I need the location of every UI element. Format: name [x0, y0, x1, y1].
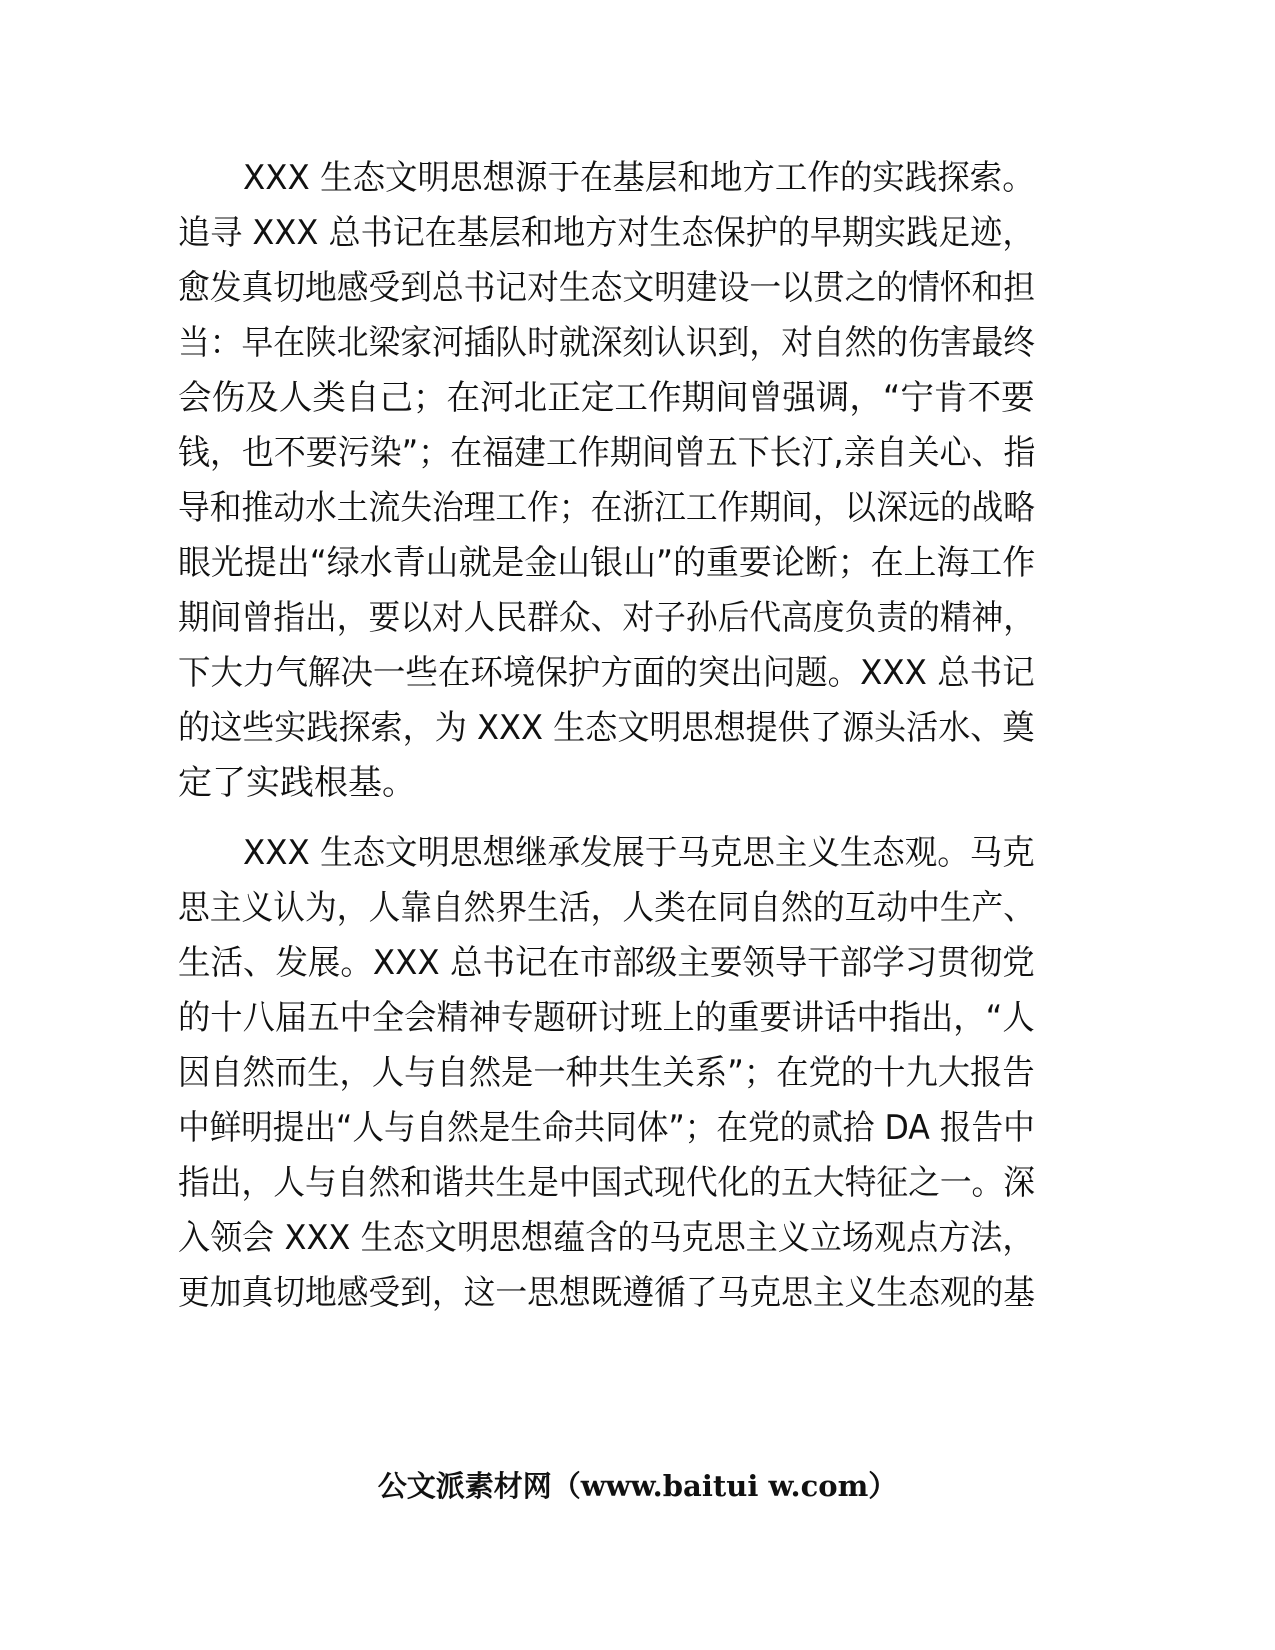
paragraph-2-line-9: 更加真切地感受到，这一思想既遵循了马克思主义生态观的基 — [178, 1273, 1036, 1313]
paragraph-2-line-1: XXX 生态文明思想继承发展于马克思主义生态观。马克 — [243, 833, 1035, 873]
paragraph-1-line-12: 定了实践根基。 — [178, 763, 416, 803]
paragraph-2-line-2: 思主义认为，人靠自然界生活，人类在同自然的互动中生产、 — [178, 888, 1036, 928]
paragraph-1-line-10: 下大力气解决一些在环境保护方面的突出问题。XXX 总书记 — [178, 653, 1035, 693]
paragraph-1-line-5: 会伤及人类自己；在河北正定工作期间曾强调，“宁肯不要 — [178, 378, 1035, 418]
footer-source: 公文派素材网（www.baitui w.com） — [377, 1469, 898, 1503]
paragraph-1-line-2: 追寻 XXX 总书记在基层和地方对生态保护的早期实践足迹， — [178, 213, 1035, 253]
paragraph-2-line-5: 因自然而生，人与自然是一种共生关系”；在党的十九大报告 — [178, 1053, 1035, 1093]
paragraph-1-line-4: 当：早在陕北梁家河插队时就深刻认识到，对自然的伤害最终 — [178, 323, 1036, 363]
paragraph-1-line-3: 愈发真切地感受到总书记对生态文明建设一以贯之的情怀和担 — [178, 268, 1036, 308]
paragraph-1-line-9: 期间曾指出，要以对人民群众、对子孙后代高度负责的精神， — [178, 598, 1036, 638]
paragraph-2-line-7: 指出，人与自然和谐共生是中国式现代化的五大特征之一。深 — [178, 1163, 1036, 1203]
paragraph-2-line-4: 的十八届五中全会精神专题研讨班上的重要讲话中指出，“人 — [178, 998, 1035, 1038]
paragraph-1-line-6: 钱，也不要污染”；在福建工作期间曾五下长汀,亲自关心、指 — [178, 433, 1036, 473]
paragraph-1-line-1: XXX 生态文明思想源于在基层和地方工作的实践探索。 — [243, 158, 1035, 198]
paragraph-1-line-8: 眼光提出“绿水青山就是金山银山”的重要论断；在上海工作 — [178, 543, 1036, 583]
paragraph-2-line-8: 入领会 XXX 生态文明思想蕴含的马克思主义立场观点方法， — [178, 1218, 1035, 1258]
paragraph-1-line-7: 导和推动水土流失治理工作；在浙江工作期间，以深远的战略 — [178, 488, 1036, 528]
paragraph-1-line-11: 的这些实践探索，为 XXX 生态文明思想提供了源头活水、奠 — [178, 708, 1035, 748]
paragraph-2-line-6: 中鲜明提出“人与自然是生命共同体”；在党的贰拾 DA 报告中 — [178, 1108, 1035, 1148]
paragraph-2-line-3: 生活、发展。XXX 总书记在市部级主要领导干部学习贯彻党 — [178, 943, 1035, 983]
